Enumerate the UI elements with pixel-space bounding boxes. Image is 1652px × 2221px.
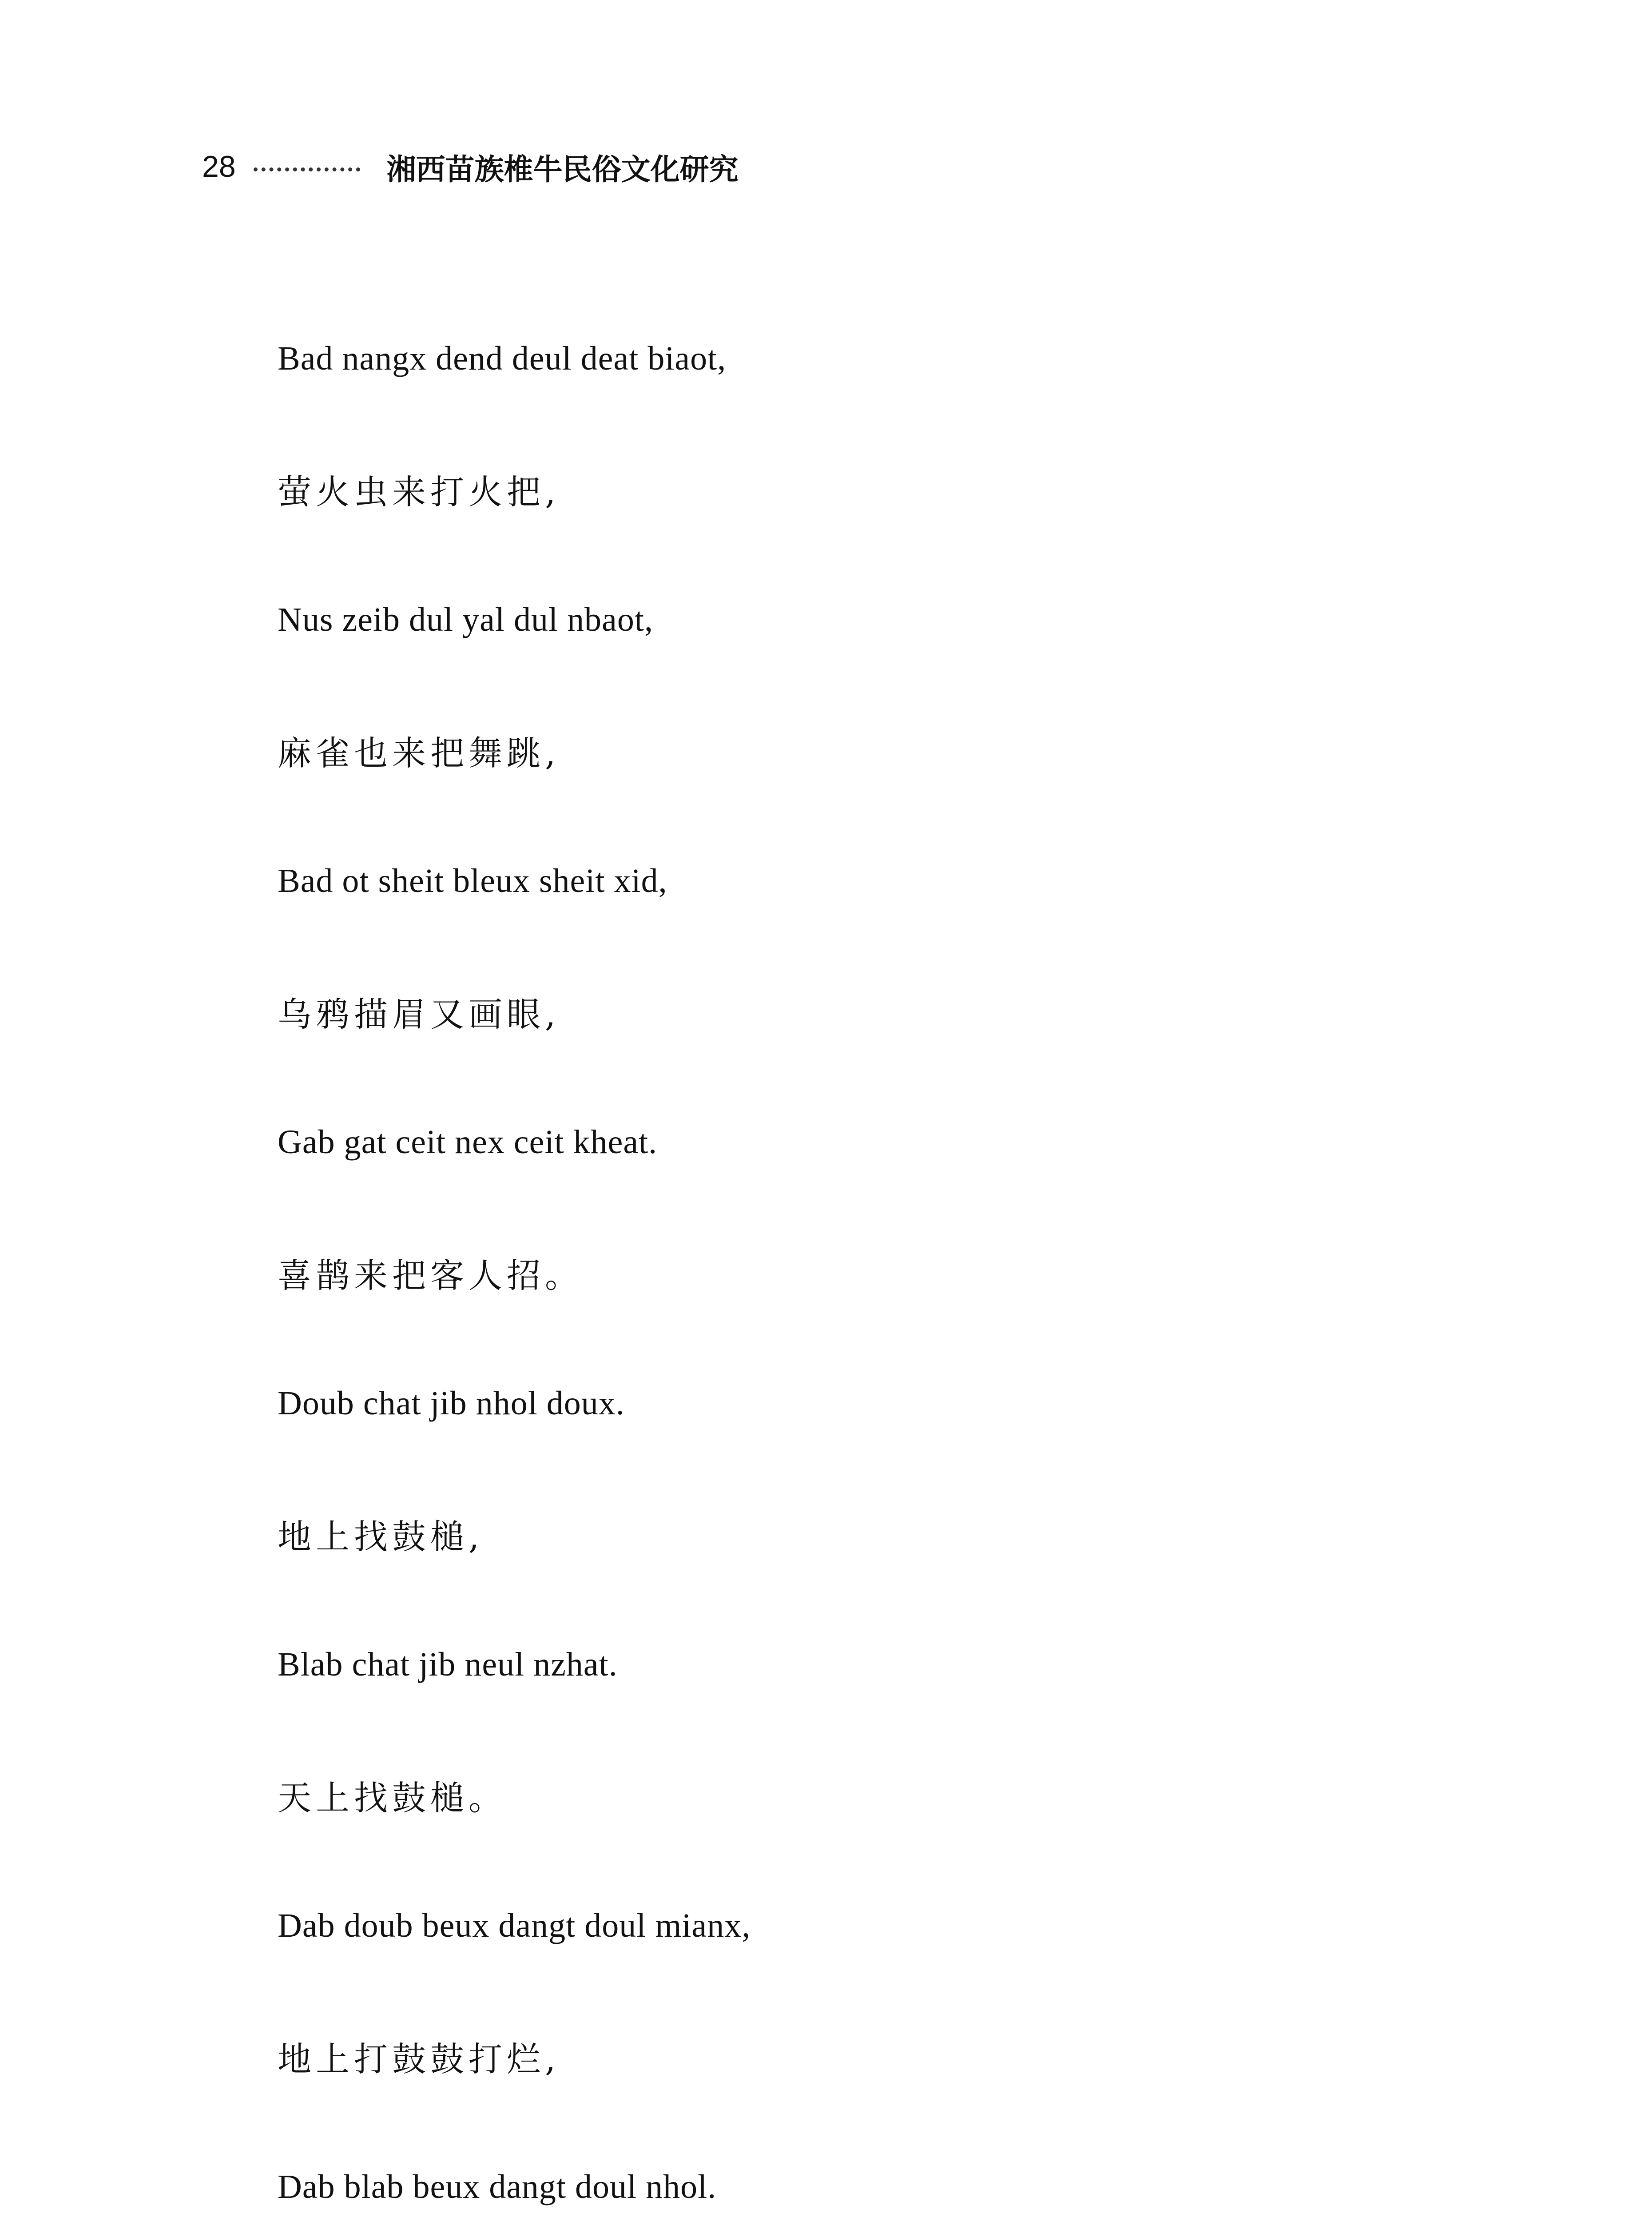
- chinese-translation-line: 天上找鼓槌。: [278, 1778, 507, 1818]
- chinese-translation-line: 麻雀也来把舞跳,: [278, 733, 560, 773]
- chinese-translation-line: 乌鸦描眉又画眼,: [278, 994, 560, 1034]
- song-verse: [278, 293, 1521, 2221]
- miao-text-line: Dab doub beux dangt doul mianx,: [278, 1907, 751, 1944]
- running-header: [202, 142, 739, 191]
- book-title: 湘西苗族椎牛民俗文化研究: [386, 152, 739, 187]
- miao-text-line: Nus zeib dul yal dul nbaot,: [278, 601, 653, 638]
- page-number: 28: [202, 150, 236, 183]
- chinese-translation-line: 地上打鼓鼓打烂,: [278, 2039, 560, 2079]
- miao-text-line: Doub chat jib nhol doux.: [278, 1384, 625, 1422]
- chinese-translation-line: 喜鹊来把客人招。: [278, 1255, 583, 1295]
- dotted-leader: [254, 167, 360, 171]
- miao-text-line: Gab gat ceit nex ceit kheat.: [278, 1123, 658, 1161]
- miao-text-line: Bad ot sheit bleux sheit xid,: [278, 862, 667, 900]
- miao-text-line: Dab blab beux dangt doul nhol.: [278, 2168, 717, 2205]
- chinese-translation-line: 萤火虫来打火把,: [278, 472, 560, 512]
- miao-text-line: Bad nangx dend deul deat biaot,: [278, 339, 727, 377]
- chinese-translation-line: 地上找鼓槌,: [278, 1516, 484, 1556]
- miao-text-line: Blab chat jib neul nzhat.: [278, 1645, 618, 1683]
